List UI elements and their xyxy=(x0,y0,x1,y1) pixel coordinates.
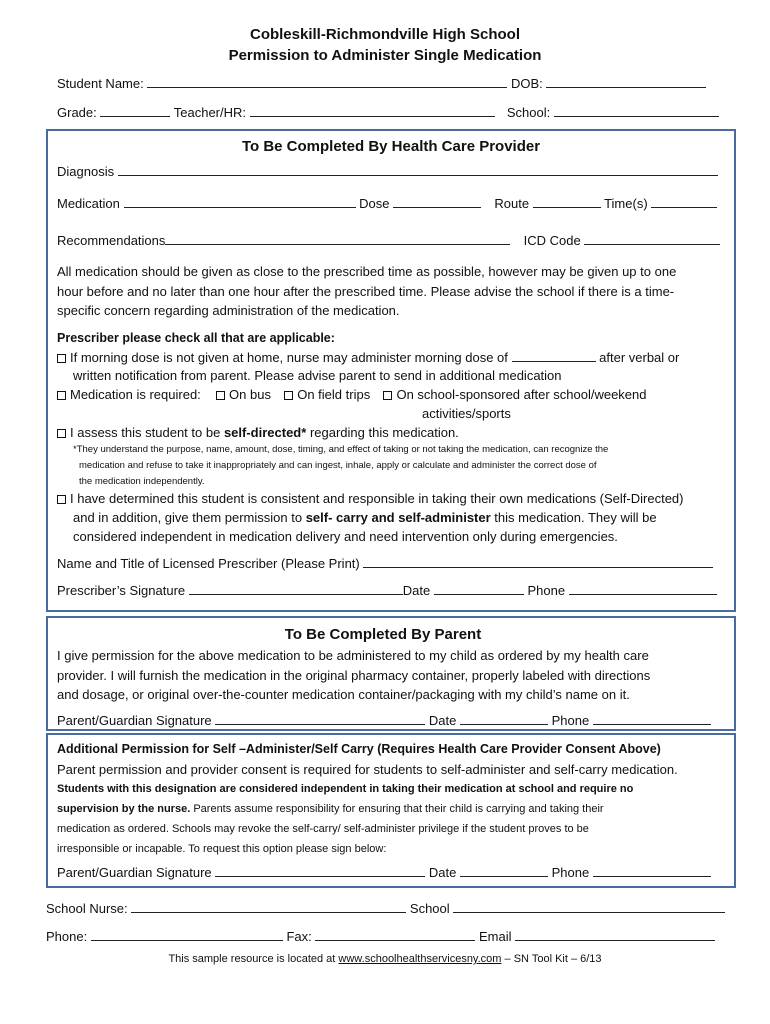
nurse-field[interactable] xyxy=(131,900,406,913)
parent-phone-label: Phone xyxy=(551,713,590,728)
times-label: Time(s) xyxy=(604,196,648,211)
route-field[interactable] xyxy=(533,195,601,208)
option-self-carry-cont: and in addition, give them permission to self- carry and self-administer this medication. They will be xyxy=(73,510,657,525)
medication-field[interactable] xyxy=(124,195,356,208)
school-title: Cobleskill-Richmondville High School xyxy=(249,26,521,43)
option-required-cont: activities/sports xyxy=(422,406,511,421)
teacher-label: Teacher/HR: xyxy=(173,105,247,120)
nurse-row xyxy=(46,900,725,916)
prescriber-name-label: Name and Title of Licensed Prescriber (Please Print) xyxy=(57,556,360,571)
email-label: Email xyxy=(479,929,512,944)
grade-field[interactable] xyxy=(100,104,170,117)
nurse-label: School Nurse: xyxy=(46,901,128,916)
nurse-phone-label: Phone: xyxy=(46,929,88,944)
nurse-phone-field[interactable] xyxy=(91,928,283,941)
prescriber-phone-field[interactable] xyxy=(569,582,717,595)
self-carry-line3: supervision by the nurse. Parents assume responsibility for ensuring that their child is carrying and taking their xyxy=(57,803,604,815)
fax-field[interactable] xyxy=(315,928,475,941)
footer: This sample resource is located at www.schoolhealthservicesny.com – SN Tool Kit – 6/13 xyxy=(168,953,602,965)
timing-note: All medication should be given as close to the prescribed time as possible, however may be given up to one hour before and no later than one hour after the prescribed time. Please advise the school if there is a time- specific concern regarding administration of the medication. xyxy=(57,264,677,318)
self-carry-date-field[interactable] xyxy=(460,864,548,877)
form-title: Permission to Administer Single Medication xyxy=(228,47,542,64)
parent-sig-label: Parent/Guardian Signature xyxy=(57,713,212,728)
parent-permission-text: I give permission for the above medication to be administered to my child as ordered by my health care provider. I will furnish the medication in the original pharmacy container, properly labeled with directions and dosage, or original over-the-counter medication container/packaging with my child’s name on it. xyxy=(57,648,651,702)
on-bus-checkbox[interactable] xyxy=(216,391,225,400)
parent-sig-field[interactable] xyxy=(215,712,425,725)
diagnosis-row xyxy=(57,163,718,179)
parent-date-label: Date xyxy=(428,713,457,728)
recommendations-label: Recommendations xyxy=(57,233,166,248)
student-name-label: Student Name: xyxy=(57,76,144,91)
field-trips-checkbox[interactable] xyxy=(284,391,293,400)
option-morning-dose: If morning dose is not given at home, nurse may administer morning dose of after verbal or xyxy=(57,349,679,365)
self-carry-line5: irresponsible or incapable. To request this option please sign below: xyxy=(57,843,387,855)
student-name-row xyxy=(57,75,706,91)
diagnosis-label: Diagnosis xyxy=(57,164,115,179)
icd-field[interactable] xyxy=(584,232,720,245)
self-carry-sig-label: Parent/Guardian Signature xyxy=(57,865,212,880)
self-carry-line1: Parent permission and provider consent is required for students to self-administer and self-carry medication. xyxy=(57,762,678,777)
self-carry-line2: Students with this designation are considered independent in taking their medication at school and require no xyxy=(57,783,634,795)
dob-label: DOB: xyxy=(510,76,543,91)
dose-field[interactable] xyxy=(393,195,481,208)
prescriber-sig-row xyxy=(57,582,717,598)
provider-heading: To Be Completed By Health Care Provider xyxy=(241,138,541,155)
self-carry-sig-field[interactable] xyxy=(215,864,425,877)
nurse-school-label: School xyxy=(409,901,450,916)
parent-sig-row xyxy=(57,712,711,728)
self-carry-phone-label: Phone xyxy=(551,865,590,880)
recommendations-row xyxy=(57,232,720,248)
self-carry-checkbox[interactable] xyxy=(57,495,66,504)
self-carry-phone-field[interactable] xyxy=(593,864,711,877)
medication-label: Medication xyxy=(57,196,120,211)
prescriber-name-row xyxy=(57,555,713,571)
resource-link[interactable]: www.schoolhealthservicesny.com xyxy=(338,953,502,965)
medication-row xyxy=(57,195,717,211)
prescriber-sig-label: Prescriber’s Signature xyxy=(57,583,186,598)
prescriber-sig-field[interactable] xyxy=(189,582,403,595)
self-directed-footnote: *They understand the purpose, name, amount, dose, timing, and effect of taking or not taking the medication, can recognize the medication and refuse to take it inappropriately and can ingest, inhale, apply or calculate and administer the correct dose of the medication independently. xyxy=(73,444,609,487)
route-label: Route xyxy=(494,196,530,211)
contact-row xyxy=(46,928,715,944)
option-self-carry: I have determined this student is consistent and responsible in taking their own medications (Self-Directed) xyxy=(57,491,683,506)
dose-label: Dose xyxy=(359,196,390,211)
parent-heading: To Be Completed By Parent xyxy=(284,626,482,643)
dob-field[interactable] xyxy=(546,75,706,88)
school-field[interactable] xyxy=(554,104,719,117)
parent-phone-field[interactable] xyxy=(593,712,711,725)
diagnosis-field[interactable] xyxy=(118,163,718,176)
check-heading: Prescriber please check all that are applicable: xyxy=(57,331,335,345)
parent-date-field[interactable] xyxy=(460,712,548,725)
icd-label: ICD Code xyxy=(523,233,581,248)
after-school-checkbox[interactable] xyxy=(383,391,392,400)
prescriber-name-field[interactable] xyxy=(363,555,713,568)
self-carry-sig-row xyxy=(57,864,711,880)
school-label: School: xyxy=(506,105,551,120)
prescriber-date-field[interactable] xyxy=(434,582,524,595)
self-carry-heading: Additional Permission for Self –Administer/Self Carry (Requires Health Care Provider Consent Above) xyxy=(57,742,661,756)
grade-label: Grade: xyxy=(57,105,97,120)
recommendations-field[interactable] xyxy=(165,232,510,245)
times-field[interactable] xyxy=(651,195,717,208)
prescriber-date-label: Date xyxy=(402,583,431,598)
required-checkbox[interactable] xyxy=(57,391,66,400)
self-directed-checkbox[interactable] xyxy=(57,429,66,438)
teacher-field[interactable] xyxy=(250,104,495,117)
email-field[interactable] xyxy=(515,928,715,941)
prescriber-phone-label: Phone xyxy=(527,583,566,598)
morning-dose-checkbox[interactable] xyxy=(57,354,66,363)
option-morning-dose-cont: written notification from parent. Please advise parent to send in additional medication xyxy=(73,368,562,383)
option-self-carry-cont2: considered independent in medication delivery and need intervention only during emergencies. xyxy=(73,529,618,544)
option-self-directed: I assess this student to be self-directed* regarding this medication. xyxy=(57,425,459,440)
nurse-school-field[interactable] xyxy=(453,900,725,913)
morning-dose-field[interactable] xyxy=(512,349,596,362)
fax-label: Fax: xyxy=(286,929,312,944)
grade-row xyxy=(57,104,719,120)
student-name-field[interactable] xyxy=(147,75,507,88)
option-required: Medication is required: On bus On field trips On school-sponsored after school/weekend xyxy=(57,387,647,402)
self-carry-date-label: Date xyxy=(428,865,457,880)
self-carry-line4: medication as ordered. Schools may revoke the self-carry/ self-administer privilege if the student proves to be xyxy=(57,823,589,835)
